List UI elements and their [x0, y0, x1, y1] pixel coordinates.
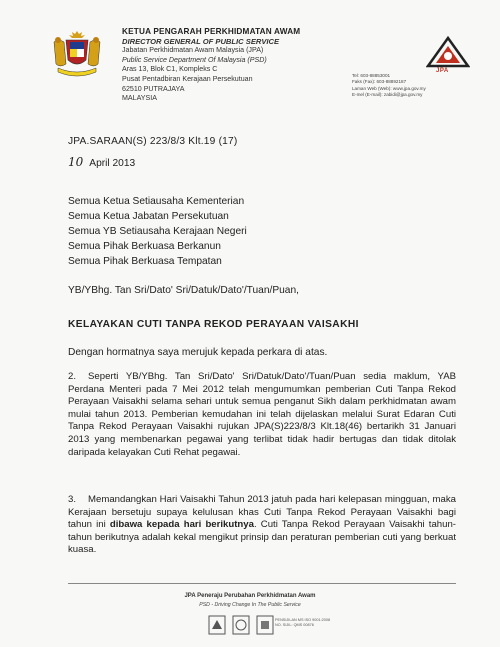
recipient-line: Semua Pihak Berkuasa Berkanun [68, 241, 221, 252]
recipient-line: Semua Pihak Berkuasa Tempatan [68, 256, 222, 267]
certification-text [275, 618, 330, 628]
letterhead-dept-en: Public Service Department Of Malaysia (PSD) [122, 55, 267, 64]
cert-line: PENSIJILAN MS ISO 9001:2008 [275, 618, 331, 622]
paragraph-bold-text: dibawa kepada hari berikutnya [109, 519, 254, 531]
date-day-handwritten: 10 [68, 155, 84, 169]
address-line: MALAYSIA [122, 94, 157, 103]
footer-motto: JPA Peneraju Perubahan Perkhidmatan Awam [184, 593, 316, 599]
paragraph-2 [68, 371, 456, 459]
contact-fax: Faks (Fax): 603-88892187 [352, 79, 407, 85]
recipient-list [68, 194, 247, 269]
salutation: YB/YBhg. Tan Sri/Dato' Sri/Datuk/Dato'/Tuan/Puan, [68, 285, 299, 296]
recipient-line: Semua Ketua Jabatan Persekutuan [68, 211, 229, 222]
jpa-logo-icon [426, 36, 470, 82]
contact-web: Laman Web (Web): www.jpa.gov.my [352, 85, 426, 91]
paragraph-3 [68, 494, 456, 557]
paragraph-text: Seperti YB/YBhg. Tan Sri/Dato' Sri/Datuk/Dato'/Tuan/Puan sedia maklum, YAB Perdana Menteri pada 7 Mei 2012 telah mengumumkan pemberian Cuti Tanpa Rekod Perayaan Vaisakhi selama sehari untuk semua penganut Sikh dalam perkhidmatan awam mulai tahun 2013. Pemberian kemudahan ini telah dijelaskan melalui Surat Edaran Cuti Tanpa Rekod Perayaan Vaisakhi rujukan JPA(S)223/8/3 Klt.18(46) bertarikh 31 Januari 2013 yang membenarkan pegawai yang terlibat tidak hadir bertugas dan tidak ditolak daripada kelayakan Cuti Rehat pegawai. [68, 371, 456, 458]
contact-tel: Tel: 603-88853001 [352, 73, 391, 78]
contact-email: E-mel (E-mail): zabidi@jpa.gov.my [352, 92, 423, 98]
coat-of-arms-icon [46, 28, 108, 78]
paragraph-number: 2. [68, 371, 77, 382]
letterhead [122, 27, 300, 104]
date-month-year: April 2013 [89, 158, 136, 169]
recipient-line: Semua Ketua Setiausaha Kementerian [68, 196, 245, 207]
paragraph-text: . Cuti Tanpa Rekod Perayaan Vaisakhi tahun-tahun berikutnya adalah kekal mengikut prinsip dan peraturan pemberian cuti yang berkuat kuasa. [68, 519, 456, 556]
recipient-line: Semua YB Setiausaha Kerajaan Negeri [68, 226, 247, 237]
letterhead-title: KETUA PENGARAH PERKHIDMATAN AWAM [122, 27, 301, 36]
subject-heading: KELAYAKAN CUTI TANPA REKOD PERAYAAN VAISAKHI [68, 319, 359, 330]
paragraph-text: Memandangkan Hari Vaisakhi Tahun 2013 jatuh pada hari kelepasan mingguan, maka Kerajaan bersetuju supaya kelulusan khas Cuti Tanpa Rekod Perayaan Vaisakhi bagi tahun ini [68, 494, 456, 531]
address-line: Aras 13, Blok C1, Kompleks C [122, 65, 218, 74]
footer-motto-en: PSD - Driving Change In The Public Service [199, 602, 301, 608]
jpa-logo-text: JPA [436, 68, 449, 74]
letterhead-title-en: DIRECTOR GENERAL OF PUBLIC SERVICE [122, 36, 280, 46]
paragraph-number: 3. [68, 494, 77, 505]
cert-line: NO. SIJIL: QMS 00876 [275, 623, 314, 627]
reference-number: JPA.SARAAN(S) 223/8/3 Klt.19 (17) [68, 136, 238, 147]
paragraph-1: Dengan hormatnya saya merujuk kepada perkara di atas. [68, 347, 328, 358]
footer-divider [68, 583, 456, 584]
address-line: Pusat Pentadbiran Kerajaan Persekutuan [122, 74, 253, 83]
letterhead-dept: Jabatan Perkhidmatan Awam Malaysia (JPA) [122, 46, 264, 55]
certification-logos-icon [207, 613, 277, 637]
contact-info [352, 73, 426, 99]
address-line: 62510 PUTRAJAYA [122, 84, 185, 93]
letter-date [68, 155, 135, 169]
